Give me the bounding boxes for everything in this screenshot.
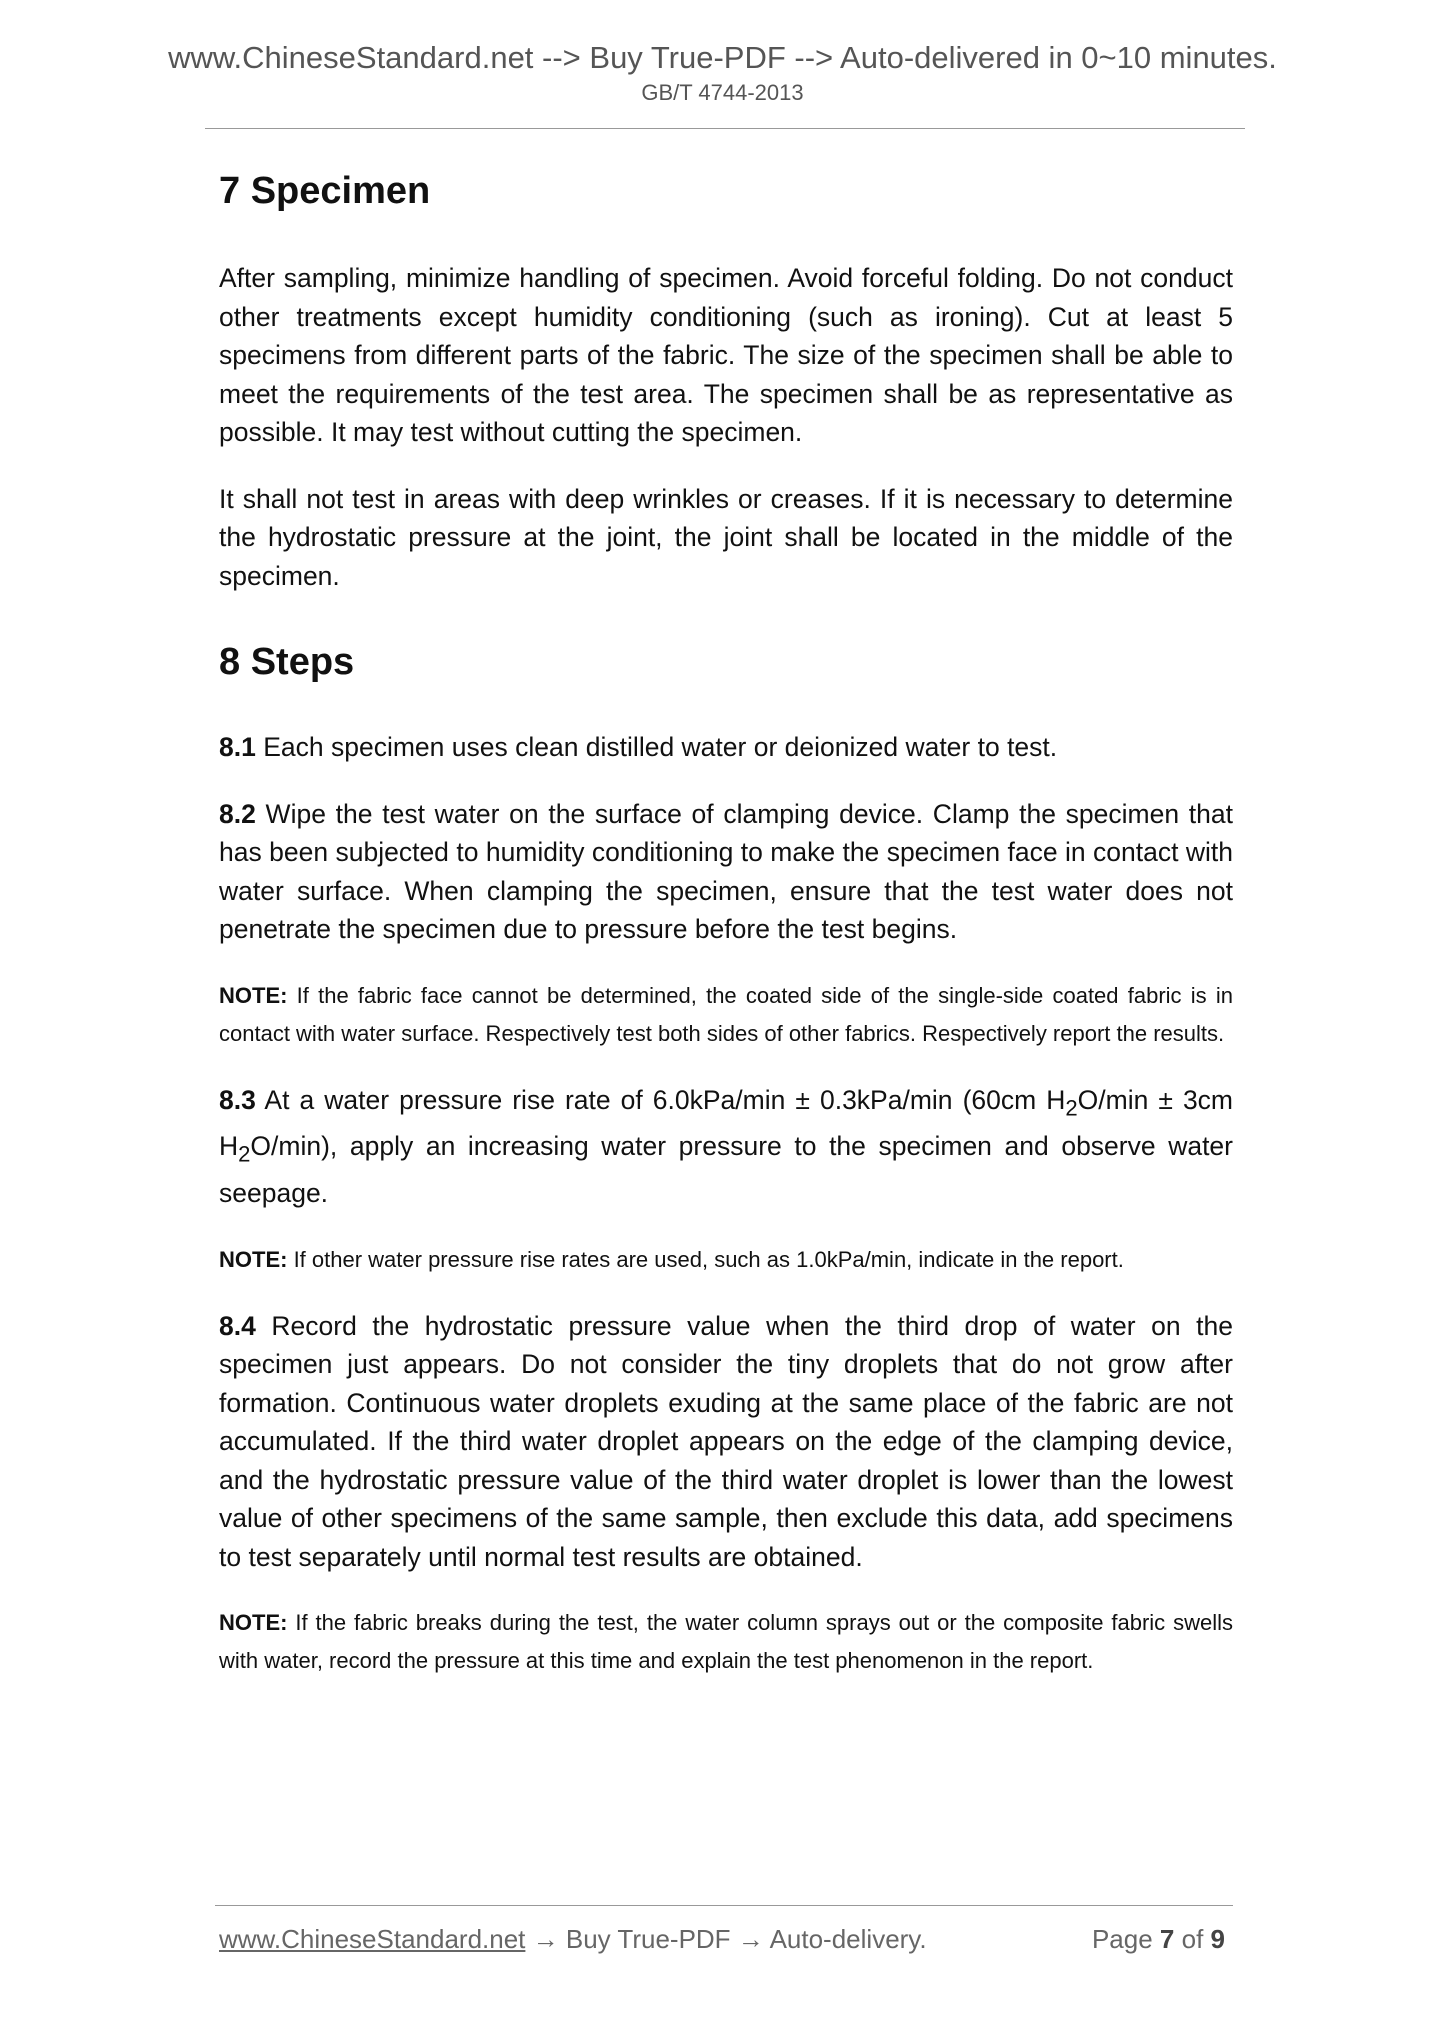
footer-divider bbox=[215, 1905, 1233, 1906]
footer-website-link[interactable]: www.ChineseStandard.net bbox=[219, 1924, 526, 1954]
clause-8-3-text-c: O/min), apply an increasing water pressure to the specimen and observe water seepage. bbox=[219, 1131, 1233, 1209]
section-7-title: 7 Specimen bbox=[219, 170, 431, 212]
note-2-label: NOTE: bbox=[219, 1246, 288, 1272]
clause-8-1-text: Each specimen uses clean distilled water or deionized water to test. bbox=[255, 732, 1058, 762]
page-content bbox=[219, 170, 1233, 1708]
note-2-text: If other water pressure rise rates are used, such as 1.0kPa/min, indicate in the report. bbox=[287, 1246, 1124, 1272]
clause-8-3-text-b: O/min ± 3cm H bbox=[219, 1084, 1234, 1162]
clause-8-4 bbox=[219, 1307, 1233, 1577]
top-banner: www.ChineseStandard.net --> Buy True-PDF --> Auto-delivered in 0~10 minutes. bbox=[168, 40, 1277, 75]
page-number bbox=[1092, 1924, 1225, 1955]
clause-8-3 bbox=[219, 1081, 1233, 1213]
page-label: Page bbox=[1091, 1924, 1160, 1954]
section-7-paragraph-1: After sampling, minimize handling of specimen. Avoid forceful folding. Do not conduct other treatments except humidity conditioning (such as ironing). Cut at least 5 specimens from different parts of the fabric. The size of the specimen shall be able to meet the requirements of the test area. The specimen shall be as representative as possible. It may test without cutting the specimen. bbox=[219, 263, 1233, 447]
note-3-text: If the fabric breaks during the test, the water column sprays out or the composite fabric swells with water, record the pressure at this time and explain the test phenomenon in the report. bbox=[219, 1610, 1233, 1674]
note-3 bbox=[219, 1604, 1233, 1680]
header-divider bbox=[205, 128, 1245, 129]
footer-text: → Buy True-PDF → Auto-delivery. bbox=[525, 1924, 927, 1954]
page-of: of bbox=[1174, 1924, 1211, 1954]
page-current: 7 bbox=[1159, 1924, 1175, 1954]
section-8-title: 8 Steps bbox=[219, 641, 355, 683]
clause-8-2 bbox=[219, 795, 1233, 949]
note-3-label: NOTE: bbox=[219, 1610, 288, 1636]
section-7-paragraph-2: It shall not test in areas with deep wrinkles or creases. If it is necessary to determine the hydrostatic pressure at the joint, the joint shall be located in the middle of the specimen. bbox=[219, 483, 1233, 591]
subscript-2: 2 bbox=[238, 1141, 251, 1167]
note-1-text: If the fabric face cannot be determined, the coated side of the single-side coated fabric is in contact with water surface. Respectively test both sides of other fabrics. Respectively report the results. bbox=[219, 982, 1233, 1046]
clause-8-2-number: 8.2 bbox=[219, 798, 256, 829]
clause-8-3-number: 8.3 bbox=[219, 1084, 256, 1115]
subscript-2: 2 bbox=[1065, 1094, 1078, 1120]
note-1 bbox=[219, 977, 1233, 1053]
clause-8-1 bbox=[219, 728, 1233, 767]
page-total: 9 bbox=[1210, 1924, 1225, 1954]
clause-8-2-text: Wipe the test water on the surface of clamping device. Clamp the specimen that has been subjected to humidity conditioning to make the specimen face in contact with water surface. When clamping the specimen, ensure that the test water does not penetrate the specimen due to pressure before the test begins. bbox=[219, 798, 1233, 944]
standard-code: GB/T 4744-2013 bbox=[641, 80, 804, 105]
clause-8-1-number: 8.1 bbox=[219, 732, 256, 762]
note-2 bbox=[219, 1241, 1233, 1279]
note-1-label: NOTE: bbox=[219, 982, 288, 1008]
clause-8-4-number: 8.4 bbox=[219, 1310, 256, 1341]
clause-8-4-text: Record the hydrostatic pressure value when the third drop of water on the specimen just appears. Do not consider the tiny droplets that do not grow after formation. Continuous water droplets exuding at the same place of the fabric are not accumulated. If the third water droplet appears on the edge of the clamping device, and the hydrostatic pressure value of the third water droplet is lower than the lowest value of other specimens of the same sample, then exclude this data, add specimens to test separately until normal test results are obtained. bbox=[219, 1310, 1233, 1572]
clause-8-3-text-a: At a water pressure rise rate of 6.0kPa/min ± 0.3kPa/min (60cm H bbox=[255, 1084, 1066, 1115]
footer-left bbox=[219, 1924, 927, 1955]
